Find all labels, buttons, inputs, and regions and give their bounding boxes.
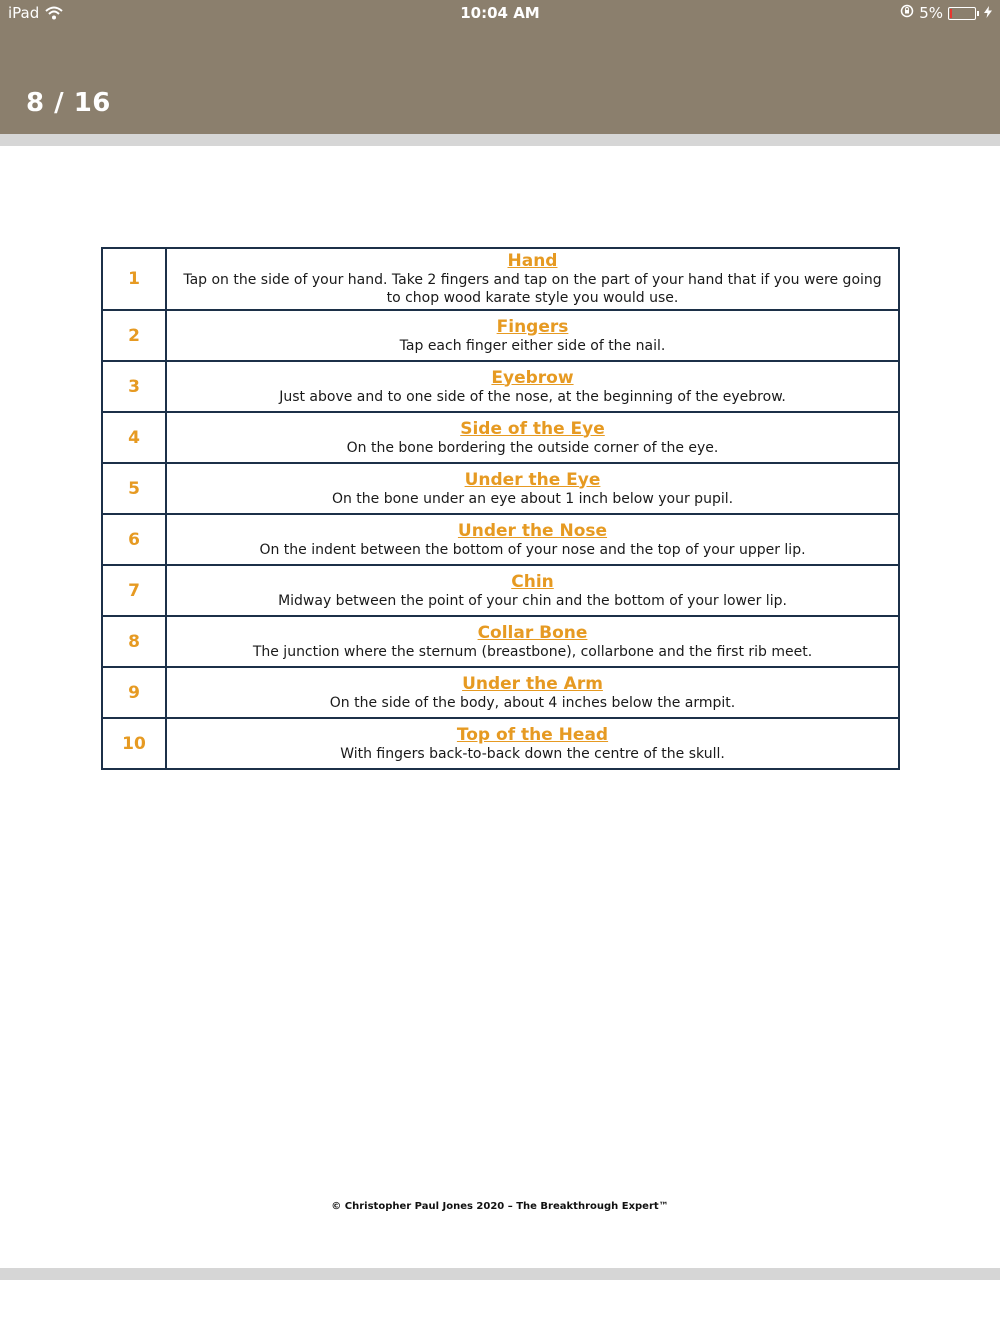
row-description	[166, 718, 899, 769]
row-number: 4	[102, 412, 166, 463]
battery-tip	[977, 11, 979, 16]
orientation-lock-icon	[900, 4, 914, 22]
point-text: The junction where the sternum (breastbone), collarbone and the first rib meet.	[252, 643, 813, 660]
status-right	[900, 4, 992, 22]
charging-icon	[984, 4, 992, 22]
point-text: Tap each finger either side of the nail.	[399, 337, 666, 354]
point-title: Collar Bone	[477, 622, 588, 643]
point-title: Top of the Head	[456, 724, 609, 745]
row-description	[166, 361, 899, 412]
point-text: With fingers back-to-back down the centre of the skull.	[340, 745, 725, 762]
point-text: Tap on the side of your hand. Take 2 fingers and tap on the part of your hand that if you were going to chop wood karate style you would use.	[183, 272, 882, 306]
tapping-points-table	[101, 247, 900, 770]
table-row	[102, 361, 899, 412]
point-text: On the bone under an eye about 1 inch below your pupil.	[331, 490, 734, 507]
copyright-footer: © Christopher Paul Jones 2020 – The Breakthrough Expert™	[331, 1201, 669, 1212]
row-number: 8	[102, 616, 166, 667]
point-title: Under the Eye	[464, 469, 601, 490]
row-description	[166, 463, 899, 514]
table-row	[102, 310, 899, 361]
top-bar	[0, 0, 1000, 134]
table-row	[102, 463, 899, 514]
point-title: Eyebrow	[491, 367, 574, 388]
scroll-track-bottom	[0, 1268, 1000, 1280]
row-number: 3	[102, 361, 166, 412]
table-row	[102, 514, 899, 565]
row-description	[166, 514, 899, 565]
row-description	[166, 616, 899, 667]
row-description	[166, 412, 899, 463]
point-text: Just above and to one side of the nose, at the beginning of the eyebrow.	[279, 388, 786, 405]
status-time: 10:04 AM	[460, 4, 540, 22]
battery-icon	[948, 7, 976, 20]
table-row	[102, 718, 899, 769]
row-number: 6	[102, 514, 166, 565]
table-row	[102, 667, 899, 718]
row-description	[166, 248, 899, 310]
row-number: 9	[102, 667, 166, 718]
row-description	[166, 565, 899, 616]
point-text: On the side of the body, about 4 inches below the armpit.	[329, 694, 736, 711]
point-text: Midway between the point of your chin and the bottom of your lower lip.	[278, 592, 787, 609]
point-title: Side of the Eye	[460, 418, 605, 439]
row-number: 5	[102, 463, 166, 514]
page-counter: 8 / 16	[26, 88, 111, 118]
battery-percent: 5%	[919, 4, 943, 22]
point-title: Fingers	[496, 316, 569, 337]
row-number: 1	[102, 248, 166, 310]
table-row	[102, 565, 899, 616]
row-number: 7	[102, 565, 166, 616]
table-row	[102, 616, 899, 667]
scroll-track-top	[0, 134, 1000, 146]
row-description	[166, 667, 899, 718]
point-title: Under the Arm	[462, 673, 603, 694]
point-text: On the indent between the bottom of your nose and the top of your upper lip.	[259, 541, 806, 558]
row-number: 10	[102, 718, 166, 769]
table-row	[102, 248, 899, 310]
point-text: On the bone bordering the outside corner of the eye.	[346, 439, 719, 456]
device-name: iPad	[8, 4, 40, 22]
point-title: Under the Nose	[457, 520, 608, 541]
table-row	[102, 412, 899, 463]
row-number: 2	[102, 310, 166, 361]
point-title: Hand	[507, 251, 558, 271]
row-description	[166, 310, 899, 361]
point-title: Chin	[511, 571, 554, 592]
